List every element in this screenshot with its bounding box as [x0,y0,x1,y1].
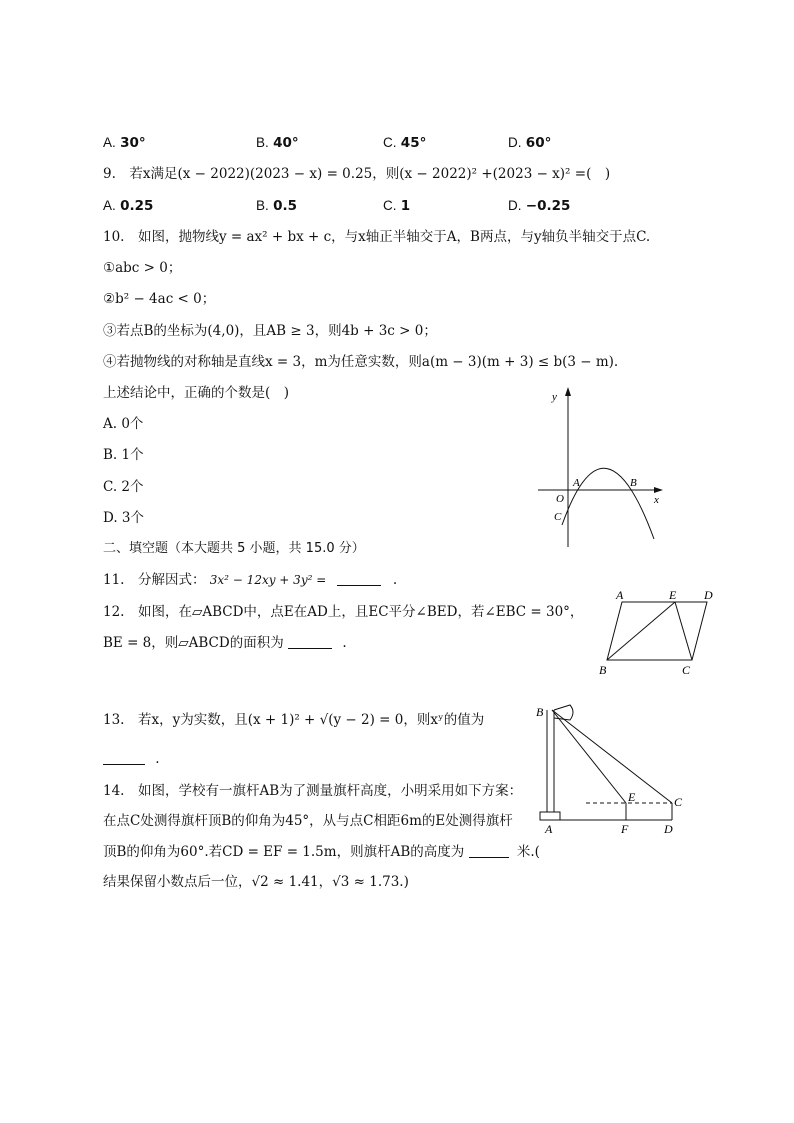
q10-statement-4: ④若抛物线的对称轴是直线x = 3，m为任意实数，则a(m − 3)(m + 3) ≤ b(3 − m). [103,354,619,370]
q11-answer-blank[interactable] [337,571,381,586]
q10-question: 上述结论中，正确的个数是( ) [103,385,290,401]
q13-line-2 [103,750,160,768]
point-e-label: E [628,790,636,804]
parallelogram-abcd [607,602,707,660]
q10-statement-1: ①abc > 0； [103,260,182,276]
q8-option-a-letter: A. [103,135,116,150]
q8-option-a-value: 30° [120,135,146,151]
q10-stem: 10. 如图，抛物线y = ax² + bx + c，与x轴正半轴交于A，B两点，与y轴负半轴交于点C. [103,229,651,245]
q12-line-1: 12. 如图，在▱ABCD中，点E在AD上，且EC平分∠BED，若∠EBC = 30°， [103,604,584,620]
q13-answer-blank[interactable] [103,750,145,765]
q9-stem: 9. 若x满足(x − 2022)(2023 − x) = 0.25，则(x − 2022)² +(2023 − x)² =( ) [103,166,611,182]
q14-line-4: 结果保留小数点后一位，√2 ≈ 1.41，√3 ≈ 1.73.) [103,874,409,890]
x-axis-label: x [654,494,659,506]
q8-option-d [508,134,551,152]
flag-icon [554,705,573,720]
q9-option-c [383,197,410,215]
q11-prefix: 11. 分解因式： [103,572,206,588]
q11-end: . [392,572,398,588]
segment-ec [675,602,692,660]
q11-expression: 3x² − 12xy + 3y² = [209,573,327,587]
q9-option-c-value: 1 [400,198,411,214]
q9-option-a-value: 0.25 [120,198,154,214]
q10-statement-2: ②b² − 4ac < 0； [103,291,216,307]
vertex-d-label: D [704,588,713,602]
point-b-label: B [536,705,544,719]
point-f-label: F [621,822,629,836]
y-axis-label: y [552,391,557,403]
vertex-a-label: A [616,588,624,602]
q8-option-b [256,134,299,152]
vertex-c-label: C [682,663,691,677]
x-axis-arrow [654,487,663,493]
point-d-label: D [664,822,673,836]
q8-option-d-value: 60° [525,135,552,151]
q10-statement-3: ③若点B的坐标为(4,0)，且AB ≥ 3，则4b + 3c > 0； [103,323,437,339]
q10-option-b: B. 1个 [103,447,144,463]
q13-end: . [155,751,160,767]
q8-option-c-value: 45° [400,135,427,151]
q8-option-c [383,134,426,152]
q9-option-c-letter: C. [383,198,397,213]
q14-line-3-text: 顶B的仰角为60°.若CD = EF = 1.5m，则旗杆AB的高度为 [103,844,465,860]
q10-parabola-figure [530,385,670,555]
q9-option-d [508,197,570,215]
q14-line-2: 在点C处测得旗杆顶B的仰角为45°，从与点C相距6m的E处测得旗杆 [103,813,513,829]
q10-option-c: C. 2个 [103,479,144,495]
q10-option-a: A. 0个 [103,416,144,432]
origin-label: O [556,493,564,505]
y-axis-arrow [565,387,571,396]
sightline-bc [552,710,672,803]
q14-line-3-unit: 米.( [516,844,540,860]
q12-parallelogram-figure [592,585,722,680]
section-title-fill-in: 二、填空题（本大题共 5 小题，共 15.0 分） [103,541,365,556]
segment-be [607,602,675,660]
q11 [103,571,397,589]
point-a-label: A [545,822,553,836]
q8-option-d-letter: D. [508,135,522,150]
q12-answer-blank[interactable] [288,634,332,649]
point-b-label: B [630,477,637,489]
q8-option-a [103,134,146,152]
q14-line-1: 14. 如图，学校有一旗杆AB为了测量旗杆高度，小明采用如下方案： [103,783,523,799]
q9-option-d-value: −0.25 [525,198,571,214]
q12-line-2-text: BE = 8，则▱ABCD的面积为 [103,635,284,651]
q14-answer-blank[interactable] [469,843,509,858]
q9-option-a [103,197,153,215]
point-a-label: A [573,477,580,489]
q8-option-b-letter: B. [256,135,269,150]
point-c-label: C [674,795,683,809]
point-c-label: C [554,511,562,523]
q12-line-2 [103,634,347,652]
q12-end: . [342,635,347,651]
q9-option-a-letter: A. [103,198,116,213]
q14-line-3 [103,843,540,861]
vertex-b-label: B [599,663,607,677]
q14-flagpole-figure [530,700,700,840]
q9-option-b-letter: B. [256,198,269,213]
flagpole-base [540,812,560,820]
q9-option-b-value: 0.5 [273,198,297,214]
q9-option-b [256,197,297,215]
q9-option-d-letter: D. [508,198,522,213]
q8-option-b-value: 40° [273,135,299,151]
sightline-be [552,710,626,803]
vertex-e-label: E [669,588,677,602]
q13-line-1: 13. 若x，y为实数，且(x + 1)² + √(y − 2) = 0，则xʸ的值为 [103,712,485,728]
q10-option-d: D. 3个 [103,510,145,526]
q8-option-c-letter: C. [383,135,397,150]
